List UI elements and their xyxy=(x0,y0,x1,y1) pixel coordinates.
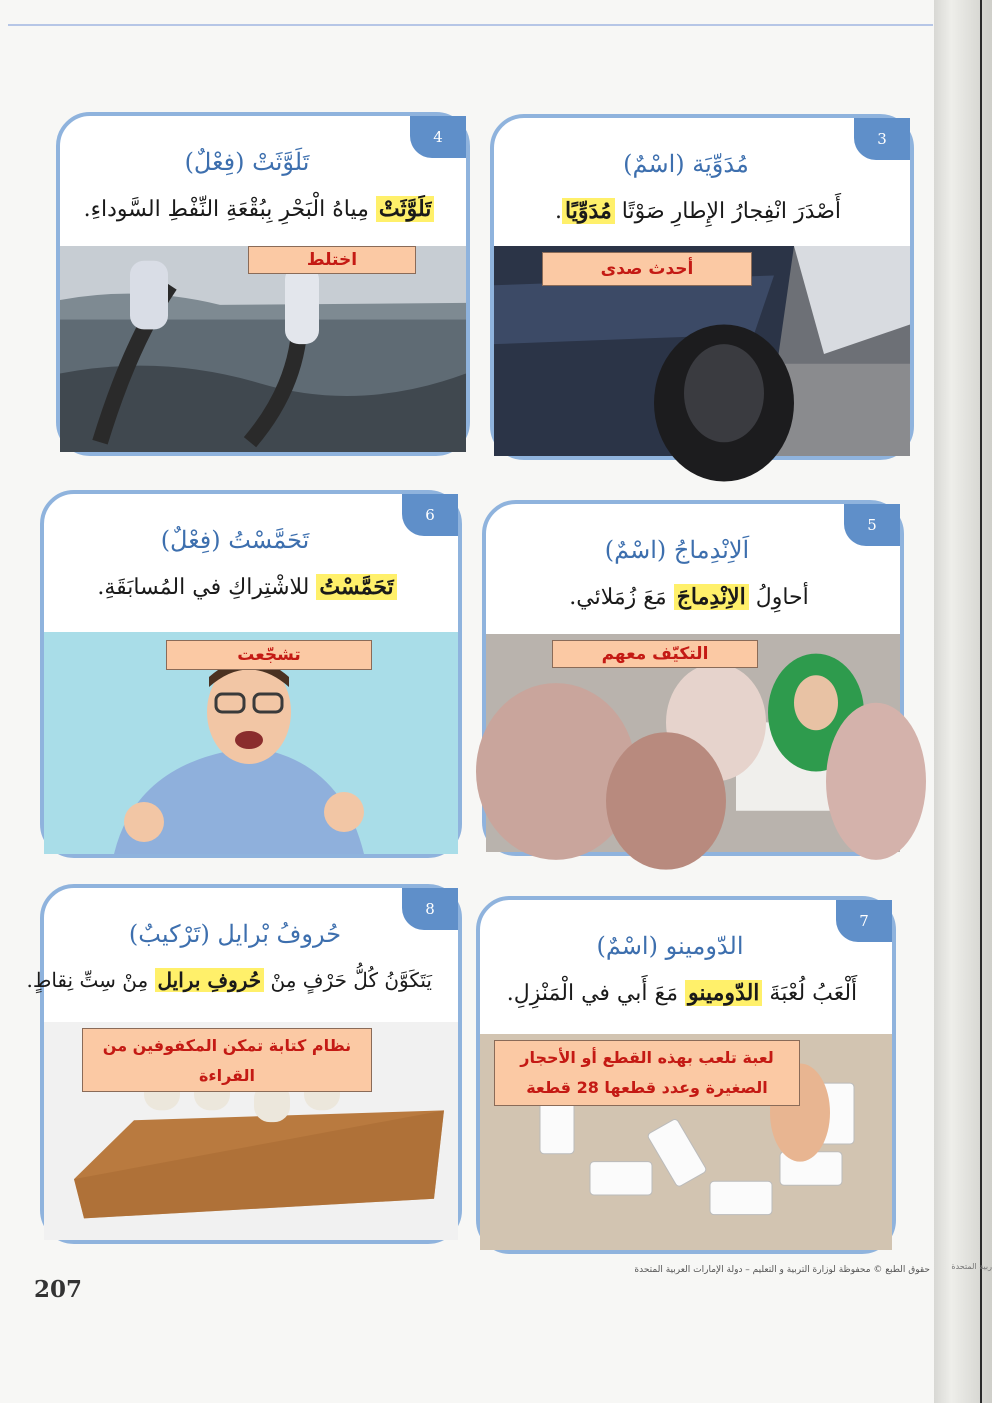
definition-label: اختلط xyxy=(248,246,416,274)
example-sentence xyxy=(504,584,874,610)
definition-label: التكيّف معهم xyxy=(552,640,758,668)
vocab-word: اَلاِنْدِماجُ (اسْمٌ) xyxy=(604,536,750,564)
page-number: 207 xyxy=(34,1276,83,1303)
vocab-card-8 xyxy=(26,884,462,1244)
sentence-before: يَتَكَوَّنُ كُلُّ حَرْفٍ مِنْ xyxy=(264,968,432,992)
vocab-card-5 xyxy=(482,500,904,856)
example-sentence xyxy=(512,198,884,224)
vocab-word: تَحَمَّسْتُ (فِعْلٌ) xyxy=(160,526,310,554)
highlighted-word: حُروفِ برايل xyxy=(155,968,265,992)
top-rule xyxy=(8,24,933,26)
book-page-edge xyxy=(934,0,992,1403)
vocab-card-7 xyxy=(476,896,896,1254)
definition-label: نظام كتابة تمكن المكفوفين من القراءة xyxy=(82,1028,372,1092)
edge-caption: ربية المتحدة xyxy=(951,1262,992,1271)
sentence-before: أحاوِلُ xyxy=(748,585,809,610)
highlighted-word: الاِنْدِماجَ xyxy=(674,584,749,610)
card-number-badge: 7 xyxy=(836,900,892,942)
vocab-card-6 xyxy=(40,490,462,858)
vocab-card-4 xyxy=(56,112,470,456)
highlighted-word: تَحَمَّسْتُ xyxy=(316,574,396,600)
vocab-word: حُروفُ بْرايل (تَرْكيبٌ) xyxy=(128,920,342,948)
card-number-badge: 5 xyxy=(844,504,900,546)
definition-label: أحدث صدى xyxy=(542,252,752,286)
vocab-word: مُدَوِّيَة (اسْمٌ) xyxy=(623,150,749,178)
vocab-word: تَلَوَّثَتْ (فِعْلٌ) xyxy=(184,148,310,176)
vocab-word: الدّومينو (اسْمٌ) xyxy=(596,932,744,960)
card-number-badge: 8 xyxy=(402,888,458,930)
sentence-before: أَلْعَبُ لُعْبَةَ xyxy=(762,981,858,1006)
definition-label: تشجّعت xyxy=(166,640,372,670)
highlighted-word: مُدَوِّيًا xyxy=(562,198,615,224)
example-sentence xyxy=(498,980,866,1006)
card-number-badge: 4 xyxy=(410,116,466,158)
card-number-badge: 6 xyxy=(402,494,458,536)
page-binding-line xyxy=(980,0,982,1403)
sentence-after: مِياهُ الْبَحْرِ بِبُقْعَةِ النِّفْطِ السَّوداءِ. xyxy=(83,197,376,222)
sentence-after: . xyxy=(555,199,562,224)
copyright-notice: حقوق الطبع © محفوظة لوزارة التربية و التعليم – دولة الإمارات العربية المتحدة xyxy=(634,1265,930,1275)
sentence-after: مَعَ زُمَلائي. xyxy=(569,585,674,610)
sentence-after: مِنْ سِتِّ نِقاطٍ. xyxy=(26,968,155,992)
highlighted-word: الدّومينو xyxy=(685,980,762,1006)
oil-spill-photo xyxy=(60,246,466,452)
sentence-after: للاشْتِراكِ في المُسابَقَةِ. xyxy=(97,575,317,600)
sentence-before: أَصْدَرَ انْفِجارُ الإِطارِ صَوْتًا xyxy=(614,199,841,224)
definition-label: لعبة تلعب بهذه القطع أو الأحجار الصغيرة وعدد قطعها 28 قطعة xyxy=(494,1040,800,1106)
example-sentence xyxy=(78,196,440,222)
card-number-badge: 3 xyxy=(854,118,910,160)
vocab-card-3 xyxy=(490,114,914,460)
highlighted-word: تَلَوَّثَتْ xyxy=(376,196,435,222)
example-sentence xyxy=(26,968,432,992)
example-sentence xyxy=(62,574,432,600)
sentence-after: مَعَ أَبي في الْمَنْزِلِ. xyxy=(506,981,685,1006)
